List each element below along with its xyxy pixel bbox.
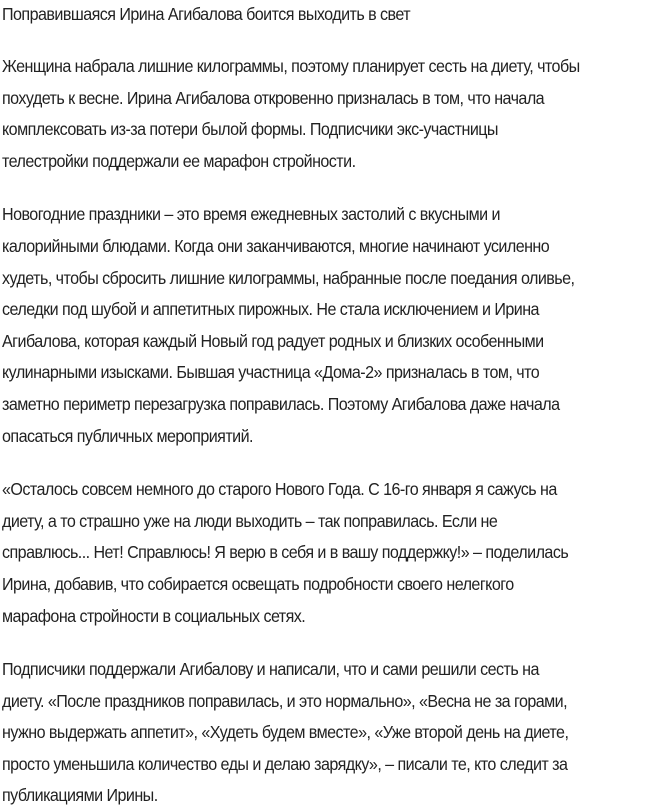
paragraph-4 (2, 654, 670, 812)
text-line: худеть, чтобы сбросить лишние килограммы, набранные после поедания оливье, (2, 267, 575, 288)
text-line: опасаться публичных мероприятий. (2, 425, 253, 446)
text-line: Ирина, добавив, что собирается освещать подробности своего нелегкого (2, 573, 514, 594)
paragraph-3-quote (2, 474, 670, 632)
text-line: похудеть к весне. Ирина Агибалова откровенно призналась в том, что начала (2, 87, 545, 108)
paragraph-2 (2, 199, 670, 452)
text-line: «Осталось совсем немного до старого Нового Года. С 16-го января я сажусь на (2, 479, 557, 500)
text-line: Агибалова, которая каждый Новый год радует родных и близких особенными (2, 330, 544, 351)
text-line: селедки под шубой и аппетитных пирожных. Не стала исключением и Ирина (2, 299, 539, 320)
text-line: справлюсь... Нет! Справлюсь! Я верю в себя и в вашу поддержку!» – поделилась (2, 542, 569, 563)
text-line: Новогодние праздники – это время ежедневных застолий с вкусными и (2, 204, 500, 225)
text-line: нужно выдержать аппетит», «Худеть будем вместе», «Уже второй день на диете, (2, 722, 569, 743)
text-line: диету, а то страшно уже на люди выходить – так поправилась. Если не (2, 510, 498, 531)
text-line: просто уменьшила количество еды и делаю зарядку», – писали те, кто следит за (2, 753, 568, 774)
text-line: Подписчики поддержали Агибалову и написали, что и сами решили сесть на (2, 659, 539, 680)
text-line: марафона стройности в социальных сетях. (2, 605, 306, 626)
article-title: Поправившаяся Ирина Агибалова боится выходить в свет (2, 4, 411, 24)
text-line: публикациями Ирины. (2, 785, 158, 806)
text-line: кулинарными изысками. Бывшая участница «Дома-2» призналась в том, что (2, 362, 540, 383)
paragraph-1 (2, 51, 670, 177)
text-line: калорийными блюдами. Когда они заканчиваются, многие начинают усиленно (2, 235, 550, 256)
text-line: заметно периметр перезагрузка поправилась. Поэтому Агибалова даже начала (2, 393, 560, 414)
text-line: Женщина набрала лишние килограммы, поэтому планирует сесть на диету, чтобы (2, 56, 580, 76)
text-line: комплексовать из-за потери былой формы. Подписчики экс-участницы (2, 119, 498, 140)
text-line: диету. «После праздников поправилась, и это нормально», «Весна не за горами, (2, 690, 568, 711)
text-line: телестройки поддержали ее марафон стройности. (2, 150, 356, 171)
